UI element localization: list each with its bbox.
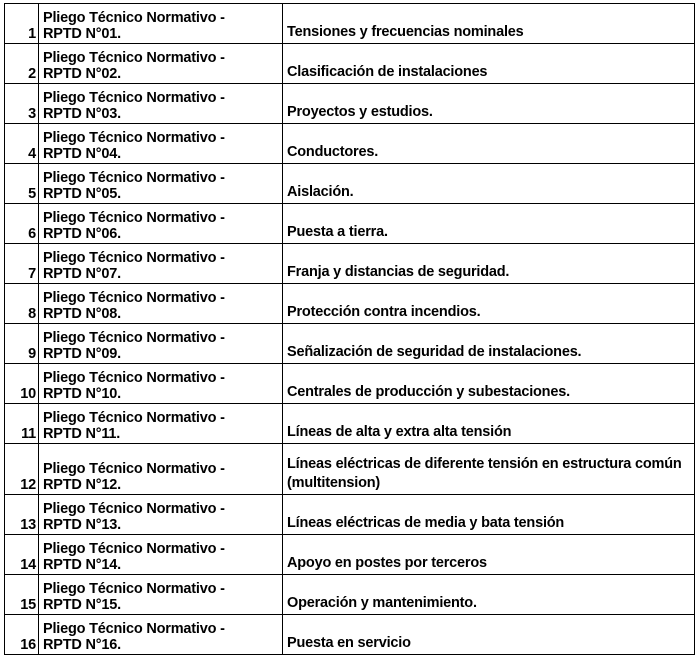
pliego-code-cell [39, 124, 283, 164]
pliego-code-cell [39, 44, 283, 84]
pliego-code-cell [39, 444, 283, 495]
row-number: 14 [5, 535, 39, 575]
row-number: 3 [5, 84, 39, 124]
pliego-code-title: Pliego Técnico Normativo - [43, 210, 225, 226]
pliego-code-title: Pliego Técnico Normativo - [43, 330, 225, 346]
row-number: 2 [5, 44, 39, 84]
pliego-code-number: RPTD N°09. [43, 346, 121, 362]
pliego-description: Aislación. [283, 164, 695, 204]
table-row [5, 204, 695, 244]
pliego-code-number: RPTD N°07. [43, 266, 121, 282]
pliego-description: Puesta en servicio [283, 615, 695, 655]
pliego-code-title: Pliego Técnico Normativo - [43, 90, 225, 106]
pliego-code-title: Pliego Técnico Normativo - [43, 130, 225, 146]
table-row [5, 324, 695, 364]
pliego-description: Tensiones y frecuencias nominales [283, 4, 695, 44]
table-row [5, 4, 695, 44]
pliego-code-number: RPTD N°14. [43, 557, 121, 573]
pliego-code-cell [39, 364, 283, 404]
table-row [5, 284, 695, 324]
row-number: 1 [5, 4, 39, 44]
pliego-code-title: Pliego Técnico Normativo - [43, 370, 225, 386]
table-row [5, 444, 695, 495]
pliego-description: Franja y distancias de seguridad. [283, 244, 695, 284]
table-row [5, 404, 695, 444]
row-number: 11 [5, 404, 39, 444]
pliego-code-title: Pliego Técnico Normativo - [43, 50, 225, 66]
row-number: 16 [5, 615, 39, 655]
pliego-description: Centrales de producción y subestaciones. [283, 364, 695, 404]
table-row [5, 575, 695, 615]
pliego-code-cell [39, 244, 283, 284]
table-row [5, 364, 695, 404]
pliego-code-cell [39, 4, 283, 44]
pliego-code-number: RPTD N°15. [43, 597, 121, 613]
pliego-code-title: Pliego Técnico Normativo - [43, 621, 225, 637]
pliego-code-number: RPTD N°12. [43, 477, 121, 493]
table-row [5, 44, 695, 84]
row-number: 15 [5, 575, 39, 615]
pliego-code-cell [39, 575, 283, 615]
table-row [5, 124, 695, 164]
row-number: 8 [5, 284, 39, 324]
pliego-code-cell [39, 284, 283, 324]
table-row [5, 244, 695, 284]
pliego-code-title: Pliego Técnico Normativo - [43, 581, 225, 597]
pliego-description: Proyectos y estudios. [283, 84, 695, 124]
row-number: 7 [5, 244, 39, 284]
pliego-description: Puesta a tierra. [283, 204, 695, 244]
row-number: 4 [5, 124, 39, 164]
pliego-code-title: Pliego Técnico Normativo - [43, 501, 225, 517]
table-row [5, 535, 695, 575]
pliego-code-number: RPTD N°03. [43, 106, 121, 122]
pliego-code-cell [39, 535, 283, 575]
pliego-description: Líneas eléctricas de media y bata tensión [283, 495, 695, 535]
pliego-code-cell [39, 324, 283, 364]
pliego-description: Líneas eléctricas de diferente tensión en estructura común (multitension) [283, 444, 695, 495]
table-row [5, 615, 695, 655]
pliego-code-title: Pliego Técnico Normativo - [43, 290, 225, 306]
pliego-code-cell [39, 164, 283, 204]
row-number: 12 [5, 444, 39, 495]
pliego-description: Conductores. [283, 124, 695, 164]
pliego-code-number: RPTD N°05. [43, 186, 121, 202]
row-number: 9 [5, 324, 39, 364]
pliego-code-number: RPTD N°02. [43, 66, 121, 82]
pliego-code-cell [39, 204, 283, 244]
pliego-code-title: Pliego Técnico Normativo - [43, 541, 225, 557]
pliego-code-number: RPTD N°04. [43, 146, 121, 162]
pliego-description: Líneas de alta y extra alta tensión [283, 404, 695, 444]
pliego-code-title: Pliego Técnico Normativo - [43, 10, 225, 26]
pliego-code-title: Pliego Técnico Normativo - [43, 170, 225, 186]
pliego-description: Operación y mantenimiento. [283, 575, 695, 615]
pliego-code-cell [39, 495, 283, 535]
row-number: 6 [5, 204, 39, 244]
pliego-code-cell [39, 404, 283, 444]
pliego-code-title: Pliego Técnico Normativo - [43, 461, 225, 477]
pliego-code-number: RPTD N°10. [43, 386, 121, 402]
pliego-code-number: RPTD N°08. [43, 306, 121, 322]
pliegos-table [4, 3, 695, 655]
pliego-description: Clasificación de instalaciones [283, 44, 695, 84]
pliego-code-number: RPTD N°06. [43, 226, 121, 242]
table-row [5, 495, 695, 535]
pliego-code-number: RPTD N°16. [43, 637, 121, 653]
pliego-description: Apoyo en postes por terceros [283, 535, 695, 575]
pliego-code-cell [39, 615, 283, 655]
pliego-code-number: RPTD N°01. [43, 26, 121, 42]
row-number: 10 [5, 364, 39, 404]
pliego-code-number: RPTD N°13. [43, 517, 121, 533]
pliego-description: Señalización de seguridad de instalaciones. [283, 324, 695, 364]
pliego-description: Protección contra incendios. [283, 284, 695, 324]
row-number: 13 [5, 495, 39, 535]
pliego-code-cell [39, 84, 283, 124]
pliegos-table-body [5, 4, 695, 655]
table-row [5, 84, 695, 124]
pliego-code-number: RPTD N°11. [43, 426, 121, 442]
pliego-code-title: Pliego Técnico Normativo - [43, 410, 225, 426]
pliego-code-title: Pliego Técnico Normativo - [43, 250, 225, 266]
row-number: 5 [5, 164, 39, 204]
table-row [5, 164, 695, 204]
